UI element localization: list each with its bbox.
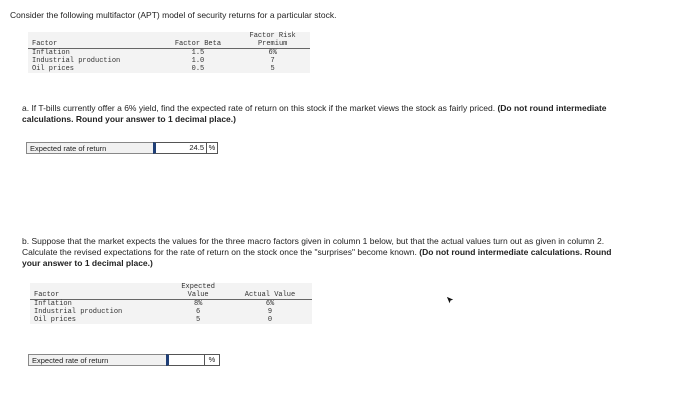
expected-header-bottom: Value: [168, 291, 228, 300]
premium-cell: 5: [270, 65, 275, 73]
premium-header-top: Factor Risk: [249, 32, 296, 40]
answer-label: Expected rate of return: [26, 142, 154, 154]
premium-cell: 6%: [268, 49, 277, 57]
expected-actual-table: [30, 283, 312, 324]
mouse-cursor-icon: [446, 296, 455, 305]
expected-return-input-a[interactable]: 24.5: [153, 142, 207, 154]
table-row: [30, 316, 312, 324]
factor-cell: Industrial production: [34, 308, 123, 316]
answer-label: Expected rate of return: [28, 354, 167, 366]
premium-cell: 7: [270, 57, 275, 65]
factor-cell: Inflation: [32, 49, 70, 57]
actual-cell: 0: [267, 316, 273, 324]
expected-cell: 6: [196, 308, 201, 316]
table-row: [28, 65, 310, 73]
table-row: [30, 308, 312, 316]
intro-text: Consider the following multifactor (APT) model of security returns for a particular stock.: [10, 10, 337, 20]
factor-beta-table: [28, 32, 310, 73]
actual-cell: 6%: [265, 300, 275, 308]
table-row: [28, 49, 310, 58]
expected-return-input-b[interactable]: [166, 354, 205, 366]
question-text: b. Suppose that the market expects the values for the three macro factors given in column 1 below, but that the actual values turn out as given in column 2. Calculate the revised expectations for the rate of return on the stock once the "surprises" become known.: [22, 236, 605, 257]
expected-header-top: Expected: [181, 283, 215, 291]
answer-row-b: [28, 354, 228, 367]
beta-header: Factor Beta: [161, 40, 236, 49]
percent-unit: %: [204, 354, 220, 366]
premium-header-bottom: Premium: [235, 40, 310, 49]
table-row: [28, 57, 310, 65]
part-a-question: [22, 103, 622, 125]
factor-cell: Industrial production: [32, 57, 121, 65]
beta-cell: 0.5: [191, 65, 205, 73]
factor-header: Factor: [28, 40, 161, 49]
table-row: [30, 300, 312, 309]
expected-cell: 5: [196, 316, 201, 324]
factor-cell: Oil prices: [34, 316, 77, 324]
question-text: a. If T-bills currently offer a 6% yield, find the expected rate of return on this stock if the market views the stock as fairly priced.: [22, 103, 496, 113]
beta-cell: 1.0: [191, 57, 205, 65]
factor-cell: Inflation: [34, 300, 72, 308]
part-b-question: [22, 236, 616, 269]
actual-cell: 9: [267, 308, 273, 316]
question-instruction: (Do not round intermediate calculations. Round your answer to 1 decimal place.): [22, 103, 607, 124]
actual-header: Actual Value: [228, 291, 312, 300]
percent-unit: %: [206, 142, 218, 154]
answer-row-a: [26, 142, 226, 155]
factor-cell: Oil prices: [32, 65, 75, 73]
factor-header: Factor: [30, 291, 168, 300]
expected-cell: 8%: [193, 300, 203, 308]
question-instruction: (Do not round intermediate calculations. Round your answer to 1 decimal place.): [22, 247, 612, 268]
beta-cell: 1.5: [191, 49, 205, 57]
